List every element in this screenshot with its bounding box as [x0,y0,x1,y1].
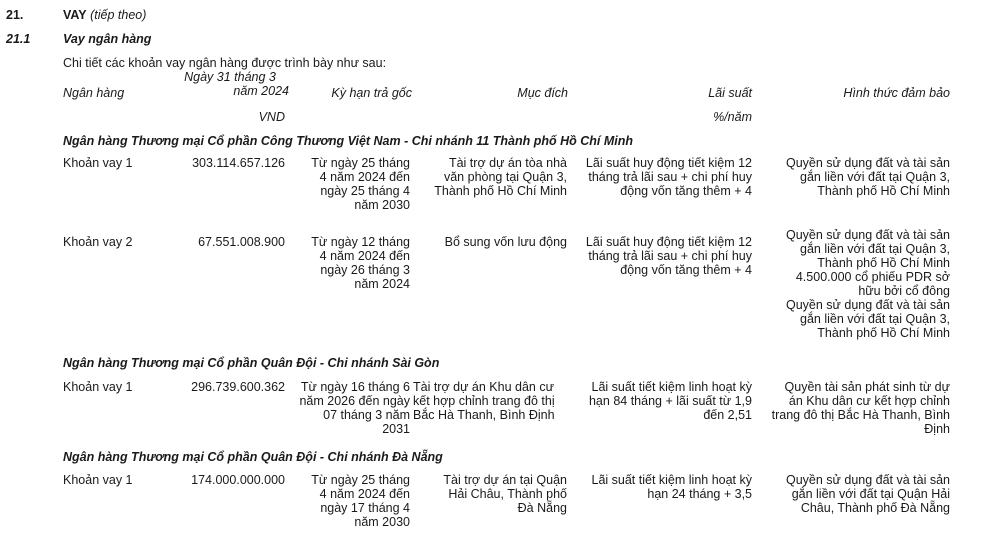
loan-amount: 296.739.600.362 [191,380,285,394]
loan-collateral [755,156,950,198]
loan-collateral [755,380,950,436]
loan-term-line: 4 năm 2024 đến [319,487,410,501]
loan-collateral-line: 4.500.000 cổ phiếu PDR sở [795,270,950,284]
loan-purpose [415,156,567,198]
loan-rate-line: Lãi suất tiết kiệm linh hoạt kỳ [591,473,752,487]
loan-purpose-line: Thành phố Hồ Chí Minh [434,184,567,198]
loan-collateral-line: Quyền sử dụng đất và tài sản [785,298,950,312]
header-purpose: Mục đích [517,86,568,100]
loan-purpose-line: Bổ sung vốn lưu động [444,235,567,249]
bank-name: Ngân hàng Thương mại Cổ phần Quân Đội - Chi nhánh Đà Nẵng [63,450,443,464]
loan-collateral-line: gắn liền với đất tại Quận 3, [800,170,950,184]
loan-collateral-line: gắn liền với đất tại Quận Hải [791,487,950,501]
loan-term-line: năm 2030 [354,515,410,529]
loan-collateral-line: Định [924,422,950,436]
loan-purpose-line: Tài trợ dự án Khu dân cư [413,380,554,394]
loan-term-line: 07 tháng 3 năm [323,408,410,422]
loan-term-line: 2031 [382,422,410,436]
loan-rate-line: hạn 84 tháng + lãi suất từ 1,9 [588,394,752,408]
subsection-title: Vay ngân hàng [63,32,152,46]
loan-rate-line: Lãi suất tiết kiệm linh hoạt kỳ [591,380,752,394]
header-date-line1: Ngày 31 tháng 3 [184,70,276,84]
loan-term-line: 4 năm 2024 đến [319,170,410,184]
intro-text: Chi tiết các khoản vay ngân hàng được trình bày như sau: [63,56,387,70]
section-subtitle: (tiếp theo) [90,8,147,22]
loan-purpose-line: Tài trợ dự án tại Quận [443,473,567,487]
loan-purpose [413,380,569,422]
loan-rate [570,380,752,422]
loan-rate [570,156,752,198]
section-title: VAY [63,8,87,22]
loan-rate-line: tháng trả lãi sau + chi phí huy [588,170,752,184]
loan-rate-line: đến 2,51 [703,408,752,422]
loan-term-line: ngày 17 tháng 4 [320,501,410,515]
loan-amount: 67.551.008.900 [198,235,285,249]
loan-purpose-line: Bắc Hà Thanh, Bình Định [413,408,555,422]
loan-purpose-line: văn phòng tại Quận 3, [443,170,567,184]
loan-collateral-line: gắn liền với đất tại Quận 3, [800,242,950,256]
loan-amount: 174.000.000.000 [191,473,285,487]
section-heading [63,8,146,22]
loan-term-line: năm 2030 [354,198,410,212]
loan-term-line: Từ ngày 12 tháng [311,235,410,249]
loan-term [290,473,410,529]
section-number: 21. [6,8,24,22]
loan-label: Khoản vay 2 [63,235,133,249]
loan-rate [570,235,752,277]
unit-rate: %/năm [713,110,752,124]
header-collateral: Hình thức đảm bảo [843,86,950,100]
loan-collateral-line: hữu bởi cổ đông [858,284,950,298]
loan-collateral-line: gắn liền với đất tại Quận 3, [800,312,950,326]
subsection-number: 21.1 [6,32,31,46]
loan-purpose-line: Hải Châu, Thành phố [448,487,567,501]
loan-label: Khoản vay 1 [63,156,133,170]
loan-collateral-line: Quyền tài sản phát sinh từ dự [784,380,950,394]
header-bank: Ngân hàng [63,86,125,100]
loan-collateral-line: trang đô thị Bắc Hà Thanh, Bình [771,408,950,422]
loan-rate-line: Lãi suất huy động tiết kiệm 12 [585,235,752,249]
loan-term-line: ngày 26 tháng 3 [320,263,410,277]
loan-collateral [755,473,950,515]
loan-term-line: ngày 25 tháng 4 [320,184,410,198]
unit-amount: VND [258,110,285,124]
loan-term [285,380,410,436]
loan-term [290,156,410,212]
header-date [165,70,295,98]
loan-purpose-line: kết hợp chỉnh trang đô thị [413,394,555,408]
loan-collateral-line: Thành phố Hồ Chí Minh [817,184,950,198]
header-date-line2: năm 2024 [233,84,289,98]
loan-label: Khoản vay 1 [63,473,133,487]
loan-label: Khoản vay 1 [63,380,133,394]
loan-term-line: năm 2024 [354,277,410,291]
loan-collateral [755,228,950,340]
loan-rate-line: hạn 24 tháng + 3,5 [647,487,752,501]
loan-rate-line: Lãi suất huy động tiết kiệm 12 [585,156,752,170]
loan-amount: 303.114.657.126 [192,156,285,170]
loan-collateral-line: Quyền sử dụng đất và tài sản [785,473,950,487]
loan-collateral-line: Thành phố Hồ Chí Minh [817,256,950,270]
loan-rate-line: động vốn tăng thêm + 4 [620,263,752,277]
loan-rate [570,473,752,501]
loan-purpose-line: Tài trợ dự án tòa nhà [448,156,567,170]
loan-term-line: 4 năm 2024 đến [319,249,410,263]
bank-name: Ngân hàng Thương mại Cổ phần Quân Đội - Chi nhánh Sài Gòn [63,356,440,370]
loan-purpose-line: Đà Nẵng [517,501,567,515]
loan-collateral-line: Quyền sử dụng đất và tài sản [785,156,950,170]
loan-rate-line: tháng trả lãi sau + chi phí huy [588,249,752,263]
header-term: Kỳ hạn trả gốc [331,86,412,100]
loan-term-line: năm 2026 đến ngày [299,394,410,408]
loan-term-line: Từ ngày 25 tháng [311,156,410,170]
loan-collateral-line: Thành phố Hồ Chí Minh [817,326,950,340]
loan-collateral-line: Quyền sử dụng đất và tài sản [785,228,950,242]
header-rate: Lãi suất [708,86,752,100]
loan-collateral-line: Châu, Thành phố Đà Nẵng [800,501,950,515]
loan-rate-line: động vốn tăng thêm + 4 [620,184,752,198]
loan-purpose [415,235,567,249]
loan-term-line: Từ ngày 25 tháng [311,473,410,487]
bank-name: Ngân hàng Thương mại Cổ phần Công Thương Việt Nam - Chi nhánh 11 Thành phố Hồ Chí Minh [63,134,634,148]
loan-term-line: Từ ngày 16 tháng 6 [300,380,410,394]
loan-collateral-line: án Khu dân cư kết hợp chỉnh [788,394,950,408]
loan-term [290,235,410,291]
loan-purpose [415,473,567,515]
